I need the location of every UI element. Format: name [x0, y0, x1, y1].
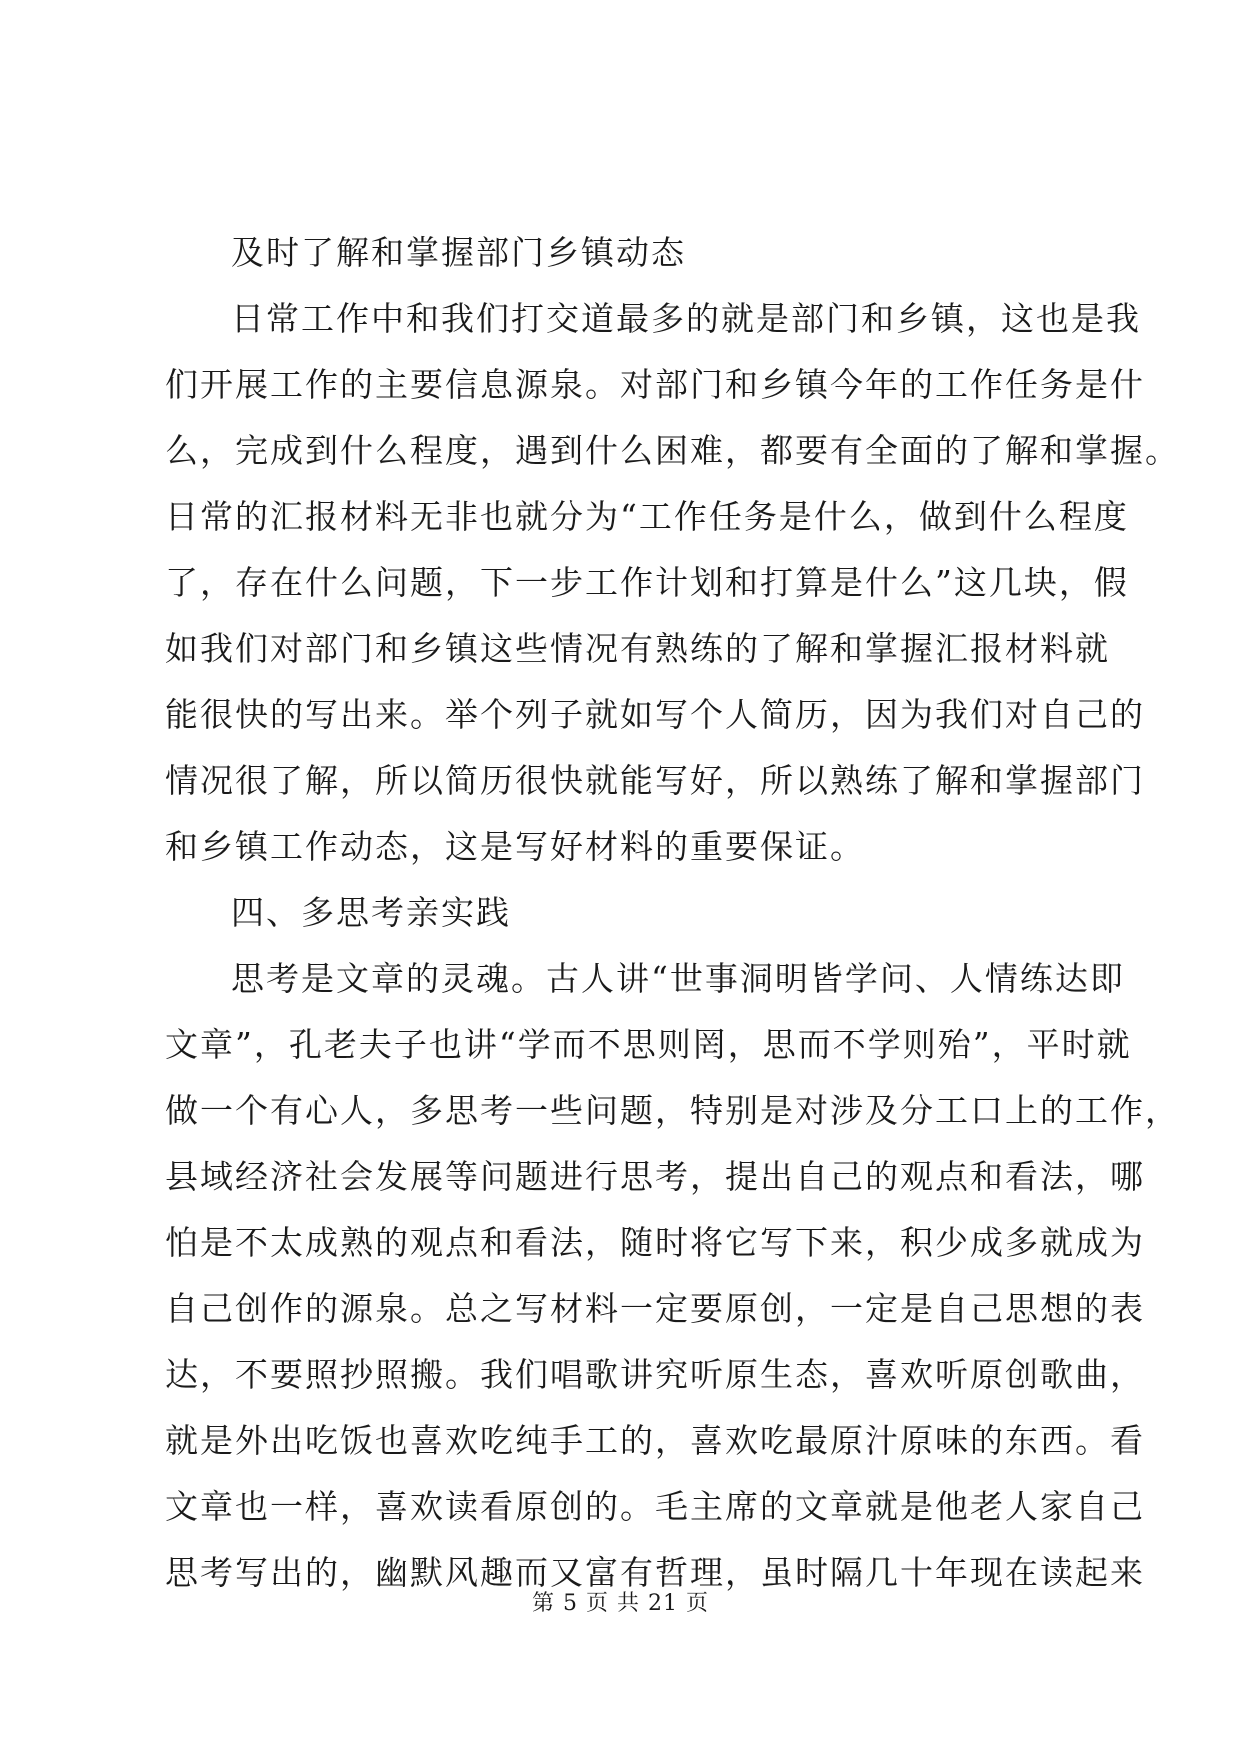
paragraph-line: 如我们对部门和乡镇这些情况有熟练的了解和掌握汇报材料就: [165, 629, 1110, 668]
paragraph-line: 文章也一样，喜欢读看原创的。毛主席的文章就是他老人家自己: [165, 1487, 1145, 1526]
document-body: [165, 228, 1180, 1614]
paragraph-line: 能很快的写出来。举个列子就如写个人简历，因为我们对自己的: [165, 695, 1145, 734]
paragraph-line: 日常的汇报材料无非也就分为“工作任务是什么，做到什么程度: [165, 497, 1129, 536]
paragraph-line: 么，完成到什么程度，遇到什么困难，都要有全面的了解和掌握。: [165, 431, 1180, 470]
section-heading: 四、多思考亲实践: [231, 893, 511, 932]
paragraph-line: 情况很了解，所以简历很快就能写好，所以熟练了解和掌握部门: [165, 761, 1145, 800]
paragraph-line: 日常工作中和我们打交道最多的就是部门和乡镇，这也是我: [231, 299, 1141, 338]
paragraph-line: 就是外出吃饭也喜欢吃纯手工的，喜欢吃最原汁原味的东西。看: [165, 1421, 1145, 1460]
paragraph-line: 们开展工作的主要信息源泉。对部门和乡镇今年的工作任务是什: [165, 365, 1145, 404]
paragraph-line: 做一个有心人，多思考一些问题，特别是对涉及分工口上的工作，: [165, 1091, 1180, 1130]
paragraph-line: 文章”，孔老夫子也讲“学而不思则罔，思而不学则殆”，平时就: [165, 1025, 1132, 1064]
paragraph-line: 思考写出的，幽默风趣而又富有哲理，虽时隔几十年现在读起来: [165, 1553, 1145, 1592]
page-number-footer: 第 5 页 共 21 页: [532, 1591, 709, 1616]
paragraph-line: 自己创作的源泉。总之写材料一定要原创，一定是自己思想的表: [165, 1289, 1145, 1328]
paragraph-line: 思考是文章的灵魂。古人讲“世事洞明皆学问、人情练达即: [231, 959, 1125, 998]
paragraph-line: 怕是不太成熟的观点和看法，随时将它写下来，积少成多就成为: [165, 1223, 1145, 1262]
paragraph-line: 达，不要照抄照搬。我们唱歌讲究听原生态，喜欢听原创歌曲，: [165, 1355, 1145, 1394]
paragraph-line: 和乡镇工作动态，这是写好材料的重要保证。: [165, 827, 865, 866]
section-heading: 及时了解和掌握部门乡镇动态: [231, 233, 686, 272]
paragraph-line: 了，存在什么问题，下一步工作计划和打算是什么”这几块，假: [165, 563, 1129, 602]
paragraph-line: 县域经济社会发展等问题进行思考，提出自己的观点和看法，哪: [165, 1157, 1145, 1196]
